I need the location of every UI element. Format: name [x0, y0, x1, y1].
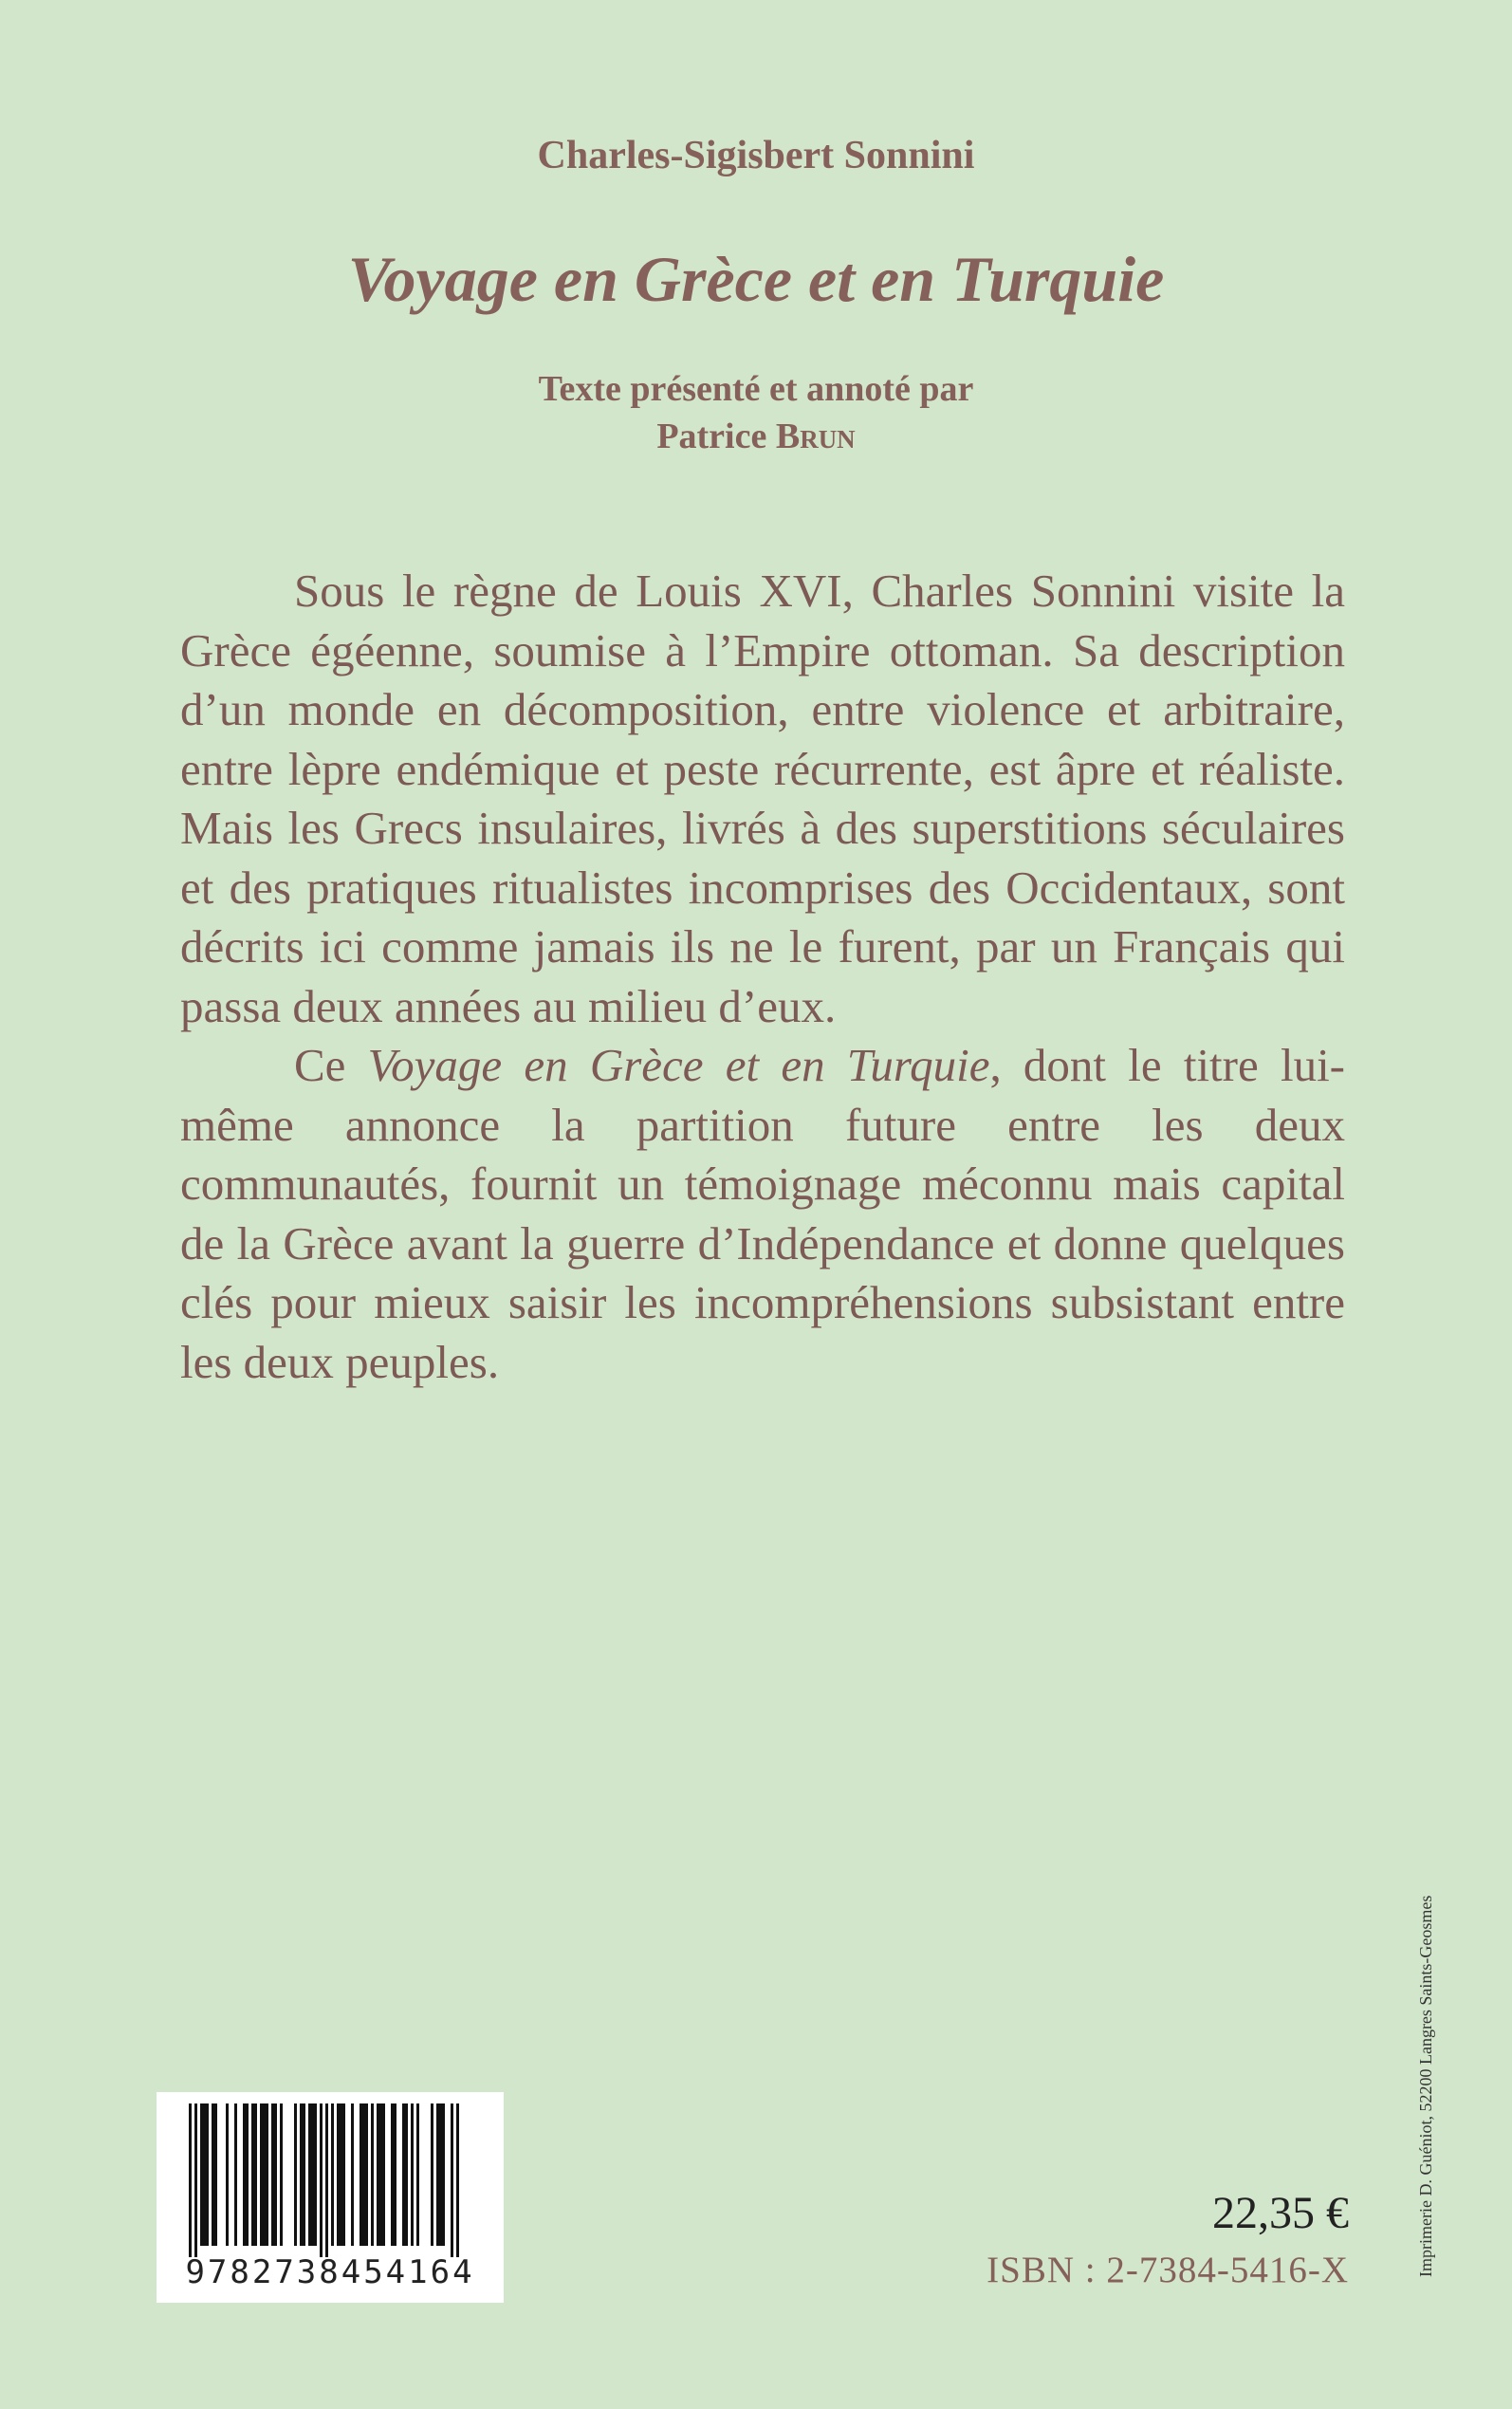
barcode-bar [311, 2103, 314, 2246]
editor-name [0, 413, 1512, 460]
barcode-bar [206, 2103, 209, 2246]
barcode-bar [214, 2103, 217, 2246]
barcode-bar [405, 2103, 408, 2246]
barcode-bar [303, 2103, 305, 2246]
barcode-bar [271, 2103, 274, 2246]
barcode-bar [260, 2103, 263, 2246]
price: 22,35 € [1212, 2188, 1349, 2238]
printer-imprint-text: Imprimerie D. Guéniot, 52200 Langres Saints-Geosmes [1416, 1895, 1435, 2277]
barcode-bar [274, 2103, 277, 2246]
barcode-bar [280, 2103, 283, 2246]
blurb-p2-start: Ce [294, 1039, 368, 1091]
barcode [157, 2092, 504, 2303]
barcode-bar [377, 2103, 379, 2246]
barcode-bar [300, 2103, 303, 2246]
barcode-bar [371, 2103, 374, 2246]
barcode-bar [331, 2103, 334, 2246]
editor-credit [0, 365, 1512, 460]
barcode-bar [456, 2103, 459, 2257]
blurb-paragraph-1: Sous le règne de Louis XVI, Charles Sonnini visite la Grèce égéenne, soumise à l’Empire ottoman. Sa description d’un monde en décomposition, entre violence et arbitraire, entre lèpre endémique et peste récurrente, est âpre et réaliste. Mais les Grecs insulaires, livrés à des superstitions séculaires et des pratiques ritualistes incomprises des Occidentaux, sont décrits ici comme jamais ils ne le furent, par un Français qui passa deux années au milieu d’eux. [180, 565, 1345, 1032]
barcode-bar [402, 2103, 405, 2246]
barcode-bar [212, 2103, 214, 2246]
barcode-bar [382, 2103, 385, 2246]
editor-surname: Brun [775, 417, 856, 456]
barcode-bar [360, 2103, 362, 2246]
barcode-bar [442, 2103, 445, 2246]
barcode-bar [266, 2103, 268, 2246]
barcode-bar [391, 2103, 394, 2246]
barcode-bar [263, 2103, 266, 2246]
barcode-bar [351, 2103, 354, 2246]
barcode-bar [189, 2103, 192, 2257]
barcode-bar [362, 2103, 365, 2246]
barcode-bar [436, 2103, 439, 2246]
barcode-bar [340, 2103, 342, 2246]
barcode-bar [308, 2103, 311, 2246]
blurb-paragraph-2 [180, 1036, 1345, 1392]
barcode-bar [320, 2103, 323, 2257]
blurb-p2-title: Voyage en Grèce et en Turquie [367, 1039, 990, 1091]
book-title: Voyage en Grèce et en Turquie [347, 243, 1165, 315]
barcode-bar [251, 2103, 254, 2246]
author-name: Charles-Sigisbert Sonnini [537, 134, 975, 177]
barcode-bar [226, 2103, 229, 2246]
barcode-bar [416, 2103, 419, 2246]
barcode-bar [431, 2103, 433, 2246]
barcode-bar [342, 2103, 345, 2246]
barcode-bar [411, 2103, 414, 2246]
barcode-bar [243, 2103, 246, 2246]
barcode-bar [294, 2103, 297, 2246]
editor-given-name: Patrice [656, 417, 767, 456]
barcode-bar [203, 2103, 206, 2246]
printer-imprint [1416, 1841, 1437, 2277]
barcode-bar [200, 2103, 203, 2246]
barcode-bar [451, 2103, 453, 2257]
barcode-bar [394, 2103, 396, 2246]
barcode-bar [314, 2103, 317, 2246]
barcode-bar [337, 2103, 340, 2246]
barcode-digits: 9782738454164 [185, 2253, 475, 2291]
presented-line: Texte présenté et annoté par [538, 369, 974, 409]
barcode-bar [325, 2103, 328, 2257]
barcode-bar [365, 2103, 368, 2246]
barcode-bar [379, 2103, 382, 2246]
barcode-bar [194, 2103, 197, 2257]
isbn: ISBN : 2-7384-5416-X [986, 2250, 1349, 2290]
blurb-p2-rest: , dont le titre lui-même annonce la partition future entre les deux communautés, fournit un témoignage méconnu mais capital de la Grèce avant la guerre d’Indépendance et donne quelques clés pour mieux saisir les incompréhensions subsistant entre les deux peuples. [180, 1039, 1345, 1388]
back-cover-blurb [180, 562, 1345, 1392]
barcode-bar [254, 2103, 257, 2246]
barcode-bar [234, 2103, 237, 2246]
barcode-bar [246, 2103, 249, 2246]
barcode-bar [439, 2103, 442, 2246]
